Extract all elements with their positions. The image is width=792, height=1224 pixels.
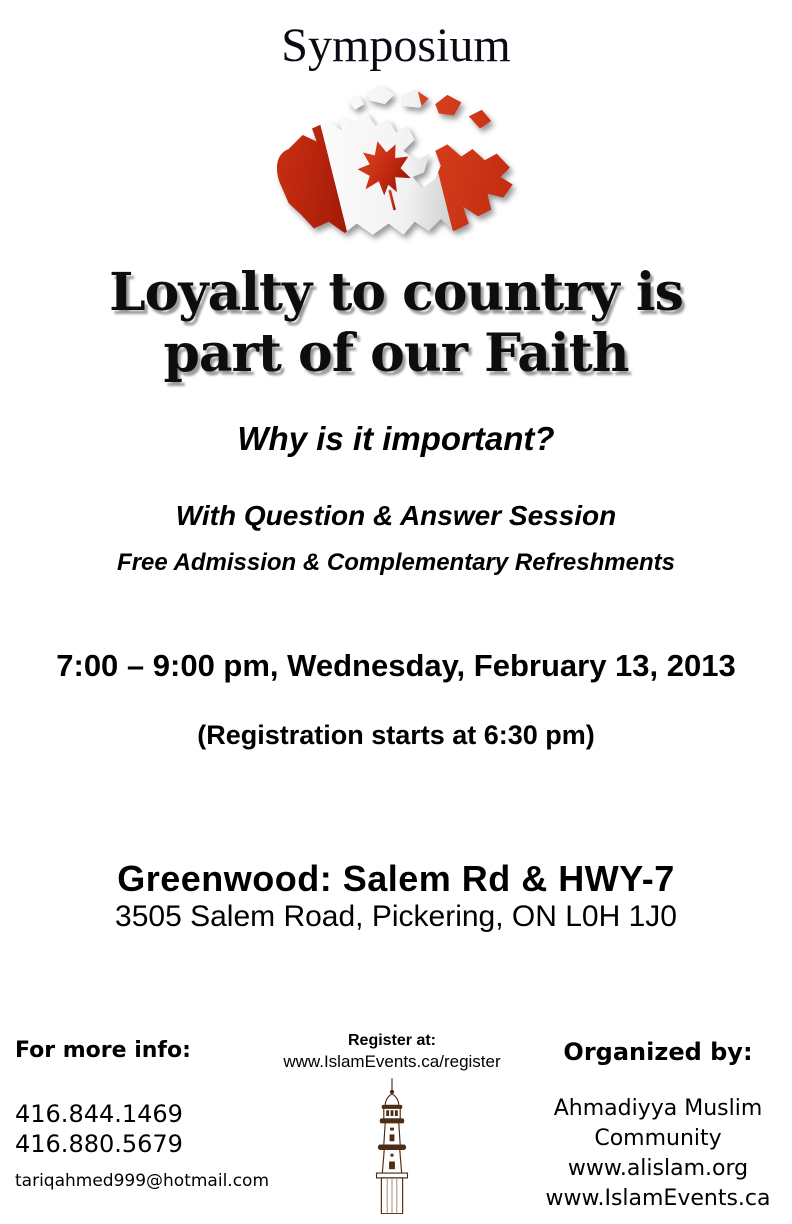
phone-numbers	[15, 1099, 285, 1159]
phone-number-1: 416.844.1469	[15, 1100, 183, 1128]
organizer-name-line1: Ahmadiyya Muslim	[553, 1096, 763, 1121]
organizer-url-1: www.alislam.org	[567, 1155, 749, 1181]
flyer-title: Symposium	[281, 19, 511, 72]
venue-name: Greenwood: Salem Rd & HWY-7	[117, 858, 675, 899]
organizer-url-2: www.IslamEvents.ca	[545, 1185, 771, 1211]
venue-address: 3505 Salem Road, Pickering, ON L0H 1J0	[115, 900, 677, 933]
register-heading: Register at:	[347, 1032, 437, 1049]
organizer-name-line2: Community	[594, 1125, 722, 1151]
headline-line2: part of our Faith	[163, 323, 629, 385]
minaret-icon	[262, 1078, 522, 1219]
canada-map-icon	[256, 82, 536, 272]
footer-organizer-column	[528, 1038, 788, 1214]
headline	[0, 262, 792, 385]
registration-note: (Registration starts at 6:30 pm)	[197, 720, 595, 750]
register-url: www.IslamEvents.ca/register	[283, 1052, 501, 1071]
organizer-details	[528, 1094, 788, 1214]
contact-email: tariqahmed999@hotmail.com	[15, 1171, 270, 1192]
organized-by-heading: Organized by:	[563, 1038, 753, 1066]
phone-number-2: 416.880.5679	[15, 1130, 183, 1159]
qa-session-line: With Question & Answer Session	[175, 500, 617, 531]
headline-line1: Loyalty to country is	[109, 262, 683, 323]
footer-register-column	[262, 1032, 522, 1219]
subtitle: Why is it important?	[237, 420, 555, 457]
free-admission-line: Free Admission & Complementary Refreshments	[117, 549, 675, 576]
event-datetime: 7:00 – 9:00 pm, Wednesday, February 13, 2013	[56, 648, 736, 683]
canada-flag-map-image	[256, 82, 536, 277]
footer-info-column	[15, 1038, 285, 1191]
more-info-heading: For more info:	[15, 1038, 191, 1063]
